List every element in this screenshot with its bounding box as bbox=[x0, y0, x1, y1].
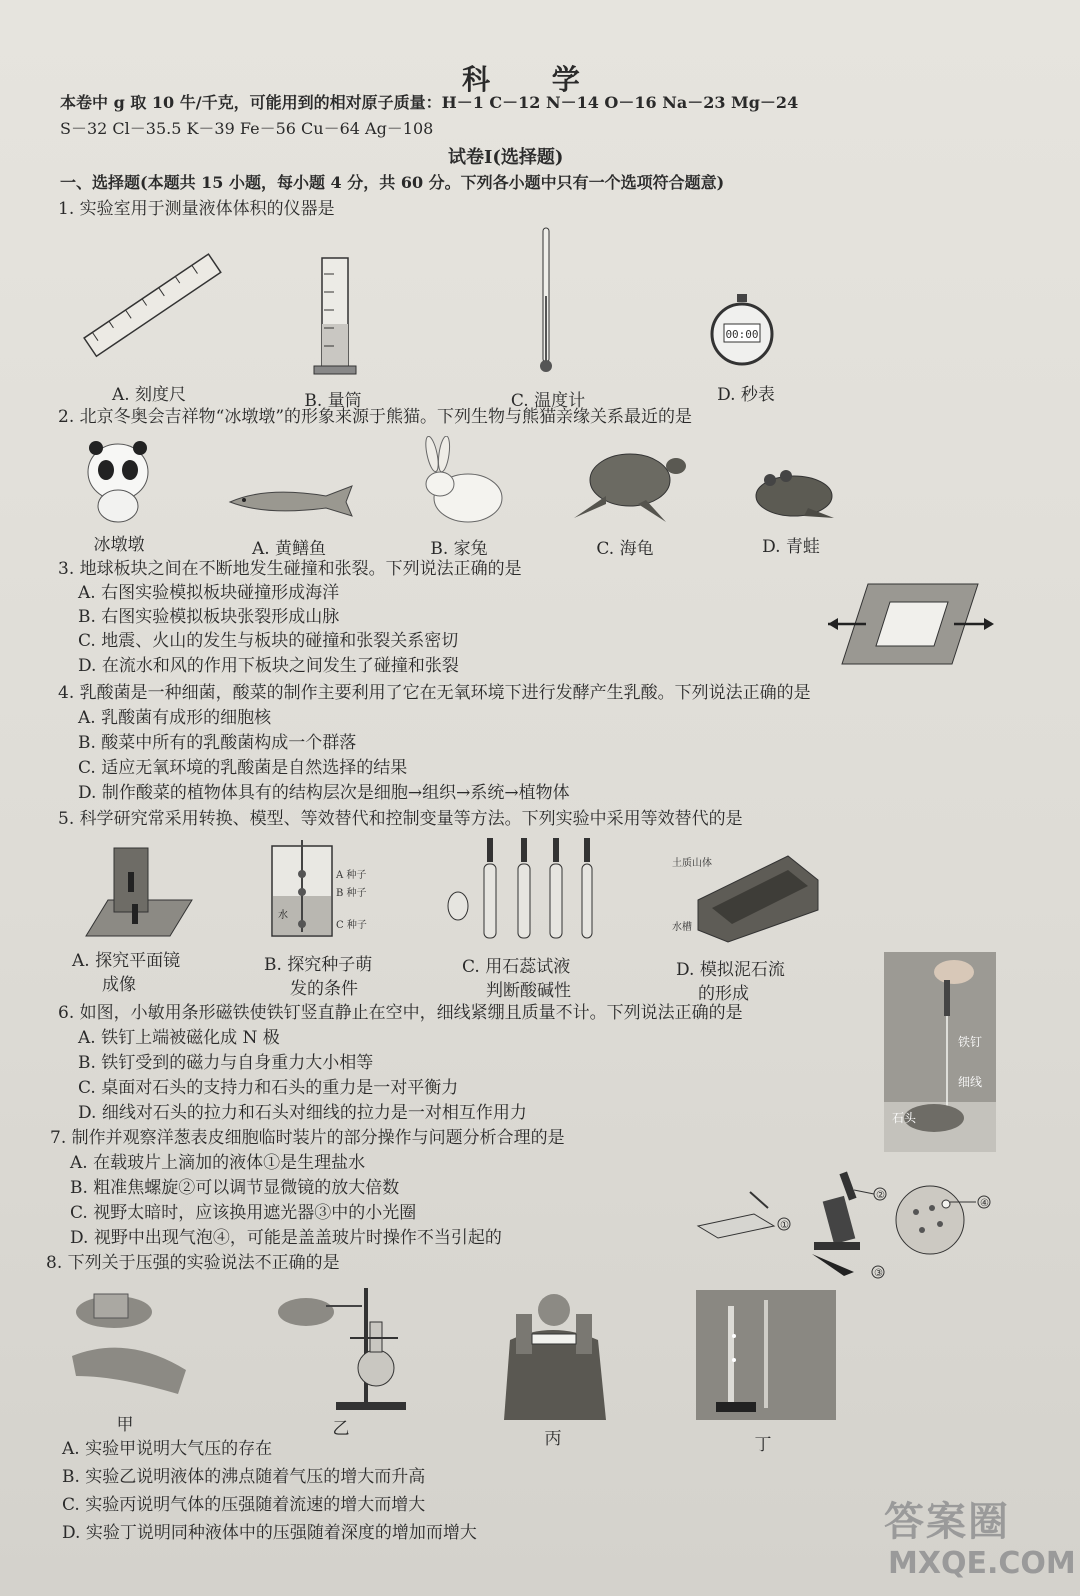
question-2-caption-d: D. 青蛙 bbox=[762, 537, 820, 557]
water-tank-label: 水槽 bbox=[672, 922, 692, 933]
question-6-option-c: C. 桌面对石头的支持力和石头的重力是一对平衡力 bbox=[78, 1078, 459, 1098]
question-7-option-d: D. 视野中出现气泡④，可能是盖盖玻片时操作不当引起的 bbox=[70, 1228, 502, 1248]
atomic-mass-line-2: S－32 Cl－35.5 K－39 Fe－56 Cu－64 Ag－108 bbox=[60, 119, 434, 138]
question-3-option-c: C. 地震、火山的发生与板块的碰撞和张裂关系密切 bbox=[78, 631, 459, 651]
page-title: 科 学 bbox=[462, 63, 606, 96]
question-5-caption-a-line2: 成像 bbox=[102, 975, 136, 995]
marker-3: ③ bbox=[874, 1268, 883, 1279]
experiment-ding-photo-illustration bbox=[696, 1290, 836, 1420]
question-2-stem: 2. 北京冬奥会吉祥物“冰墩墩”的形象来源于熊猫。下列生物与熊猫亲缘关系最近的是 bbox=[58, 407, 693, 427]
experiment-yi-apparatus-illustration bbox=[266, 1282, 416, 1412]
section-heading: 一、选择题(本题共 15 小题，每小题 4 分，共 60 分。下列各小题中只有一个选项符合题意) bbox=[60, 173, 725, 192]
question-2-caption-a: A. 黄鳝鱼 bbox=[251, 539, 327, 559]
question-2-caption-mascot: 冰墩墩 bbox=[93, 535, 145, 555]
question-1-caption-b: B. 量筒 bbox=[304, 391, 362, 411]
question-5-caption-a-line1: A. 探究平面镜 bbox=[72, 951, 181, 971]
part-title: 试卷Ⅰ(选择题) bbox=[448, 147, 564, 168]
seed-c-label: C 种子 bbox=[336, 920, 367, 931]
watermark-logo: 答案圈 bbox=[884, 1499, 1010, 1545]
question-7-option-a: A. 在载玻片上滴加的液体①是生理盐水 bbox=[70, 1153, 366, 1173]
question-3-option-a: A. 右图实验模拟板块碰撞形成海洋 bbox=[78, 583, 340, 603]
question-4-option-d: D. 制作酸菜的植物体具有的结构层次是细胞→组织→系统→植物体 bbox=[78, 783, 570, 803]
eel-fish-illustration bbox=[226, 480, 356, 520]
question-5-caption-c-line2: 判断酸碱性 bbox=[486, 981, 571, 1001]
question-5-caption-d-line2: 的形成 bbox=[698, 984, 749, 1004]
thermometer-illustration bbox=[536, 226, 556, 376]
question-8-caption-yi: 乙 bbox=[332, 1419, 350, 1439]
question-8-option-b: B. 实验乙说明液体的沸点随着气压的增大而升高 bbox=[62, 1467, 426, 1487]
debris-flow-model-illustration bbox=[668, 850, 828, 946]
litmus-test-tubes-illustration bbox=[444, 834, 594, 946]
question-5-caption-b-line2: 发的条件 bbox=[290, 979, 358, 999]
question-3-option-b: B. 右图实验模拟板块张裂形成山脉 bbox=[78, 607, 340, 627]
marker-4: ④ bbox=[980, 1198, 989, 1209]
question-4-option-a: A. 乳酸菌有成形的细胞核 bbox=[78, 708, 272, 728]
question-4-option-b: B. 酸菜中所有的乳酸菌构成一个群落 bbox=[78, 733, 357, 753]
question-4-stem: 4. 乳酸菌是一种细菌，酸菜的制作主要利用了它在无氧环境下进行发酵产生乳酸。下列说法正确的是 bbox=[58, 683, 811, 703]
question-3-stem: 3. 地球板块之间在不断地发生碰撞和张裂。下列说法正确的是 bbox=[58, 559, 522, 579]
question-8-caption-bing: 丙 bbox=[544, 1429, 562, 1449]
svg-text:00:00: 00:00 bbox=[725, 328, 759, 341]
question-6-stem: 6. 如图，小敏用条形磁铁使铁钉竖直静止在空中，细线紧绷且质量不计。下列说法正确的是 bbox=[58, 1003, 743, 1023]
microscope-slide-illustration bbox=[694, 1162, 998, 1284]
question-5-caption-d-line1: D. 模拟泥石流 bbox=[676, 960, 785, 980]
atomic-mass-line-1: 本卷中 g 取 10 牛/千克，可能用到的相对原子质量：H－1 C－12 N－14 O－16 Na－23 Mg－24 bbox=[60, 93, 799, 112]
stopwatch-illustration bbox=[706, 292, 778, 368]
watermark-url: MXQE.COM bbox=[888, 1546, 1076, 1581]
question-3-option-d: D. 在流水和风的作用下板块之间发生了碰撞和张裂 bbox=[78, 656, 459, 676]
ruler-illustration bbox=[78, 246, 228, 366]
question-7-option-b: B. 粗准焦螺旋②可以调节显微镜的放大倍数 bbox=[70, 1178, 400, 1198]
question-8-option-d: D. 实验丁说明同种液体中的压强随着深度的增加而增大 bbox=[62, 1523, 477, 1543]
question-8-option-a: A. 实验甲说明大气压的存在 bbox=[62, 1439, 273, 1459]
seed-b-label: B 种子 bbox=[336, 888, 367, 899]
question-6-option-b: B. 铁钉受到的磁力与自身重力大小相等 bbox=[78, 1053, 374, 1073]
question-7-stem: 7. 制作并观察洋葱表皮细胞临时装片的部分操作与问题分析合理的是 bbox=[50, 1128, 565, 1148]
water-label: 水 bbox=[278, 910, 288, 921]
question-6-option-a: A. 铁钉上端被磁化成 N 极 bbox=[78, 1028, 280, 1048]
sea-turtle-illustration bbox=[566, 440, 686, 524]
question-4-option-c: C. 适应无氧环境的乳酸菌是自然选择的结果 bbox=[78, 758, 408, 778]
frog-illustration bbox=[748, 466, 838, 522]
question-2-caption-c: C. 海龟 bbox=[596, 539, 654, 559]
experiment-jia-photo-illustration bbox=[68, 1280, 192, 1406]
magnet-nail-photo-illustration bbox=[884, 952, 996, 1152]
soil-slope-label: 土质山体 bbox=[672, 858, 712, 869]
stone-label: 石头 bbox=[892, 1111, 917, 1125]
seed-germination-beaker-illustration bbox=[268, 840, 388, 940]
rabbit-illustration bbox=[418, 436, 506, 526]
question-1-caption-c: C. 温度计 bbox=[510, 391, 586, 411]
marker-1: ① bbox=[780, 1220, 789, 1231]
question-7-option-c: C. 视野太暗时，应该换用遮光器③中的小光圈 bbox=[70, 1203, 417, 1223]
marker-2: ② bbox=[876, 1190, 885, 1201]
question-1-stem: 1. 实验室用于测量液体体积的仪器是 bbox=[58, 199, 335, 219]
question-8-caption-ding: 丁 bbox=[754, 1435, 772, 1455]
question-5-caption-b-line1: B. 探究种子萌 bbox=[264, 955, 373, 975]
nail-label: 铁钉 bbox=[958, 1035, 983, 1049]
thread-label: 细线 bbox=[958, 1075, 983, 1089]
question-2-caption-b: B. 家兔 bbox=[430, 539, 488, 559]
question-6-option-d: D. 细线对石头的拉力和石头对细线的拉力是一对相互作用力 bbox=[78, 1103, 527, 1123]
seed-a-label: A 种子 bbox=[336, 870, 367, 881]
question-8-stem: 8. 下列关于压强的实验说法不正确的是 bbox=[46, 1253, 340, 1273]
experiment-bing-person-illustration bbox=[496, 1290, 612, 1420]
question-8-option-c: C. 实验丙说明气体的压强随着流速的增大而增大 bbox=[62, 1495, 426, 1515]
question-8-caption-jia: 甲 bbox=[116, 1415, 134, 1435]
question-5-caption-c-line1: C. 用石蕊试液 bbox=[462, 957, 571, 977]
question-1-caption-a: A. 刻度尺 bbox=[111, 385, 187, 405]
graduated-cylinder-illustration bbox=[312, 254, 358, 380]
bing-dwen-dwen-illustration bbox=[78, 434, 158, 524]
question-1-caption-d: D. 秒表 bbox=[717, 385, 775, 405]
plate-tectonics-model-illustration bbox=[826, 576, 996, 672]
plane-mirror-experiment-illustration bbox=[84, 844, 194, 940]
question-5-stem: 5. 科学研究常采用转换、模型、等效替代和控制变量等方法。下列实验中采用等效替代的是 bbox=[58, 809, 743, 829]
